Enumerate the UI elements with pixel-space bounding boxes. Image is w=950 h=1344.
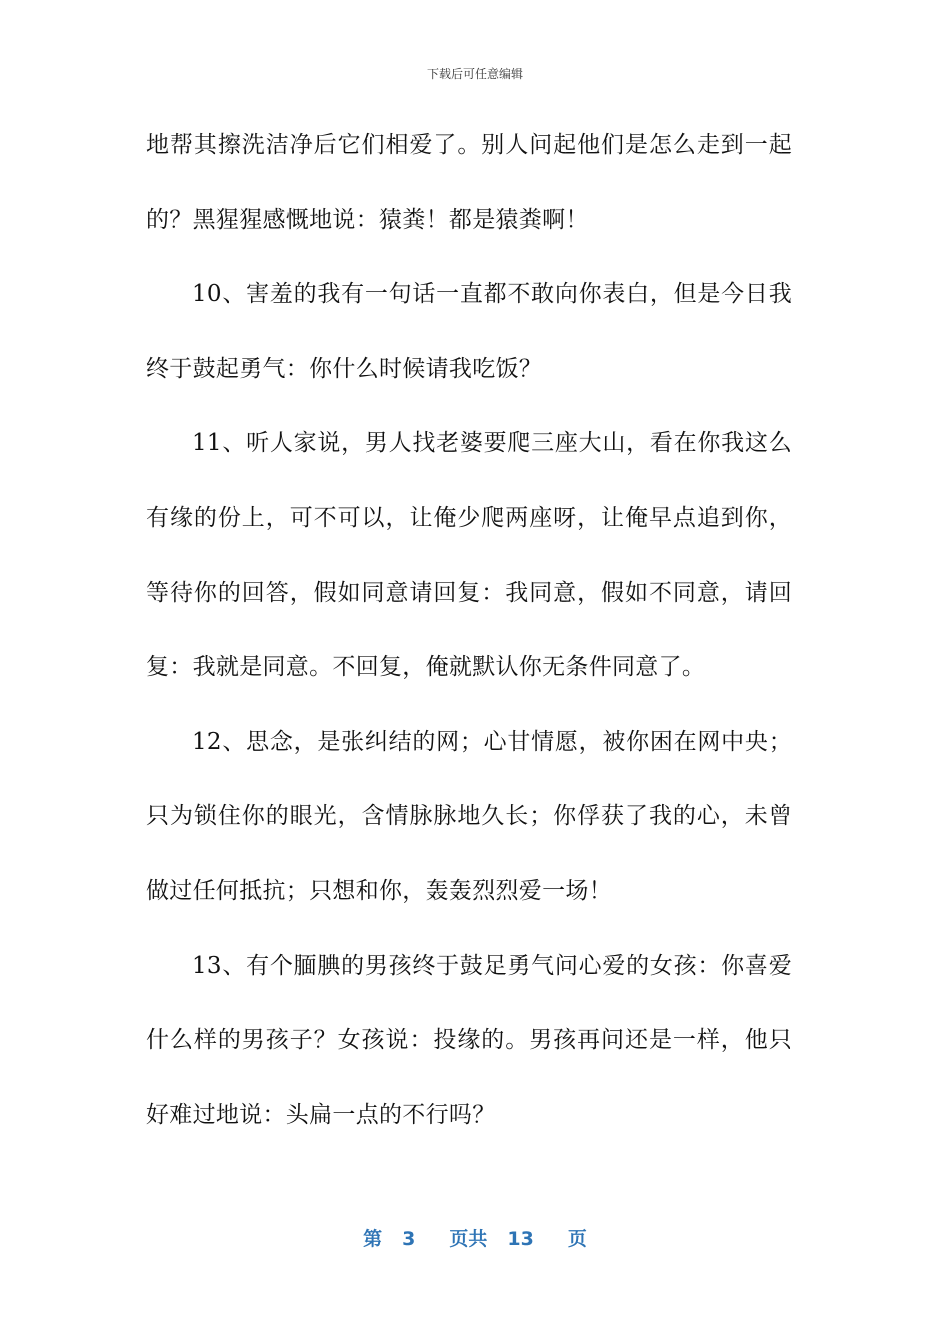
paragraph-13-first-line: 13、有个腼腆的男孩终于鼓足勇气问心爱的女孩：你喜爱 [192, 952, 792, 979]
text-line: 什么样的男孩子？女孩说：投缘的。男孩再问还是一样，他只 [146, 1027, 792, 1054]
footer-suffix: 页 [567, 1228, 587, 1250]
body-text [146, 120, 792, 1164]
text-line: 做过任何抵抗；只想和你，轰轰烈烈爱一场！ [146, 877, 612, 904]
text-line: 终于鼓起勇气：你什么时候请我吃饭？ [146, 355, 543, 382]
text-line: 复：我就是同意。不回复，俺就默认你无条件同意了。 [146, 654, 706, 681]
page-header: 下载后可任意编辑 [426, 67, 523, 81]
text-line: 只为锁住你的眼光，含情脉脉地久长；你俘获了我的心，未曾 [146, 803, 792, 830]
text-line: 好难过地说：头扁一点的不行吗？ [146, 1101, 496, 1128]
text-line: 地帮其擦洗洁净后它们相爱了。别人问起他们是怎么走到一起 [146, 132, 792, 158]
text-line: 有缘的份上，可不可以，让俺少爬两座呀，让俺早点追到你， [146, 504, 792, 531]
footer-prefix: 第 [363, 1228, 383, 1250]
paragraph-11-first-line: 11、听人家说，男人找老婆要爬三座大山，看在你我这么 [192, 430, 792, 457]
page-footer [0, 1226, 950, 1252]
paragraph-10-first-line: 10、害羞的我有一句话一直都不敢向你表白，但是今日我 [192, 281, 792, 308]
text-line: 的？黑猩猩感慨地说：猿粪！都是猿粪啊！ [146, 206, 589, 233]
current-page-number: 3 [402, 1228, 416, 1250]
text-line: 等待你的回答，假如同意请回复：我同意，假如不同意，请回 [146, 579, 792, 606]
paragraph-12-first-line: 12、思念，是张纠结的网；心甘情愿，被你困在网中央； [192, 728, 792, 755]
footer-middle: 页共 [449, 1228, 488, 1250]
total-page-count: 13 [507, 1228, 534, 1250]
